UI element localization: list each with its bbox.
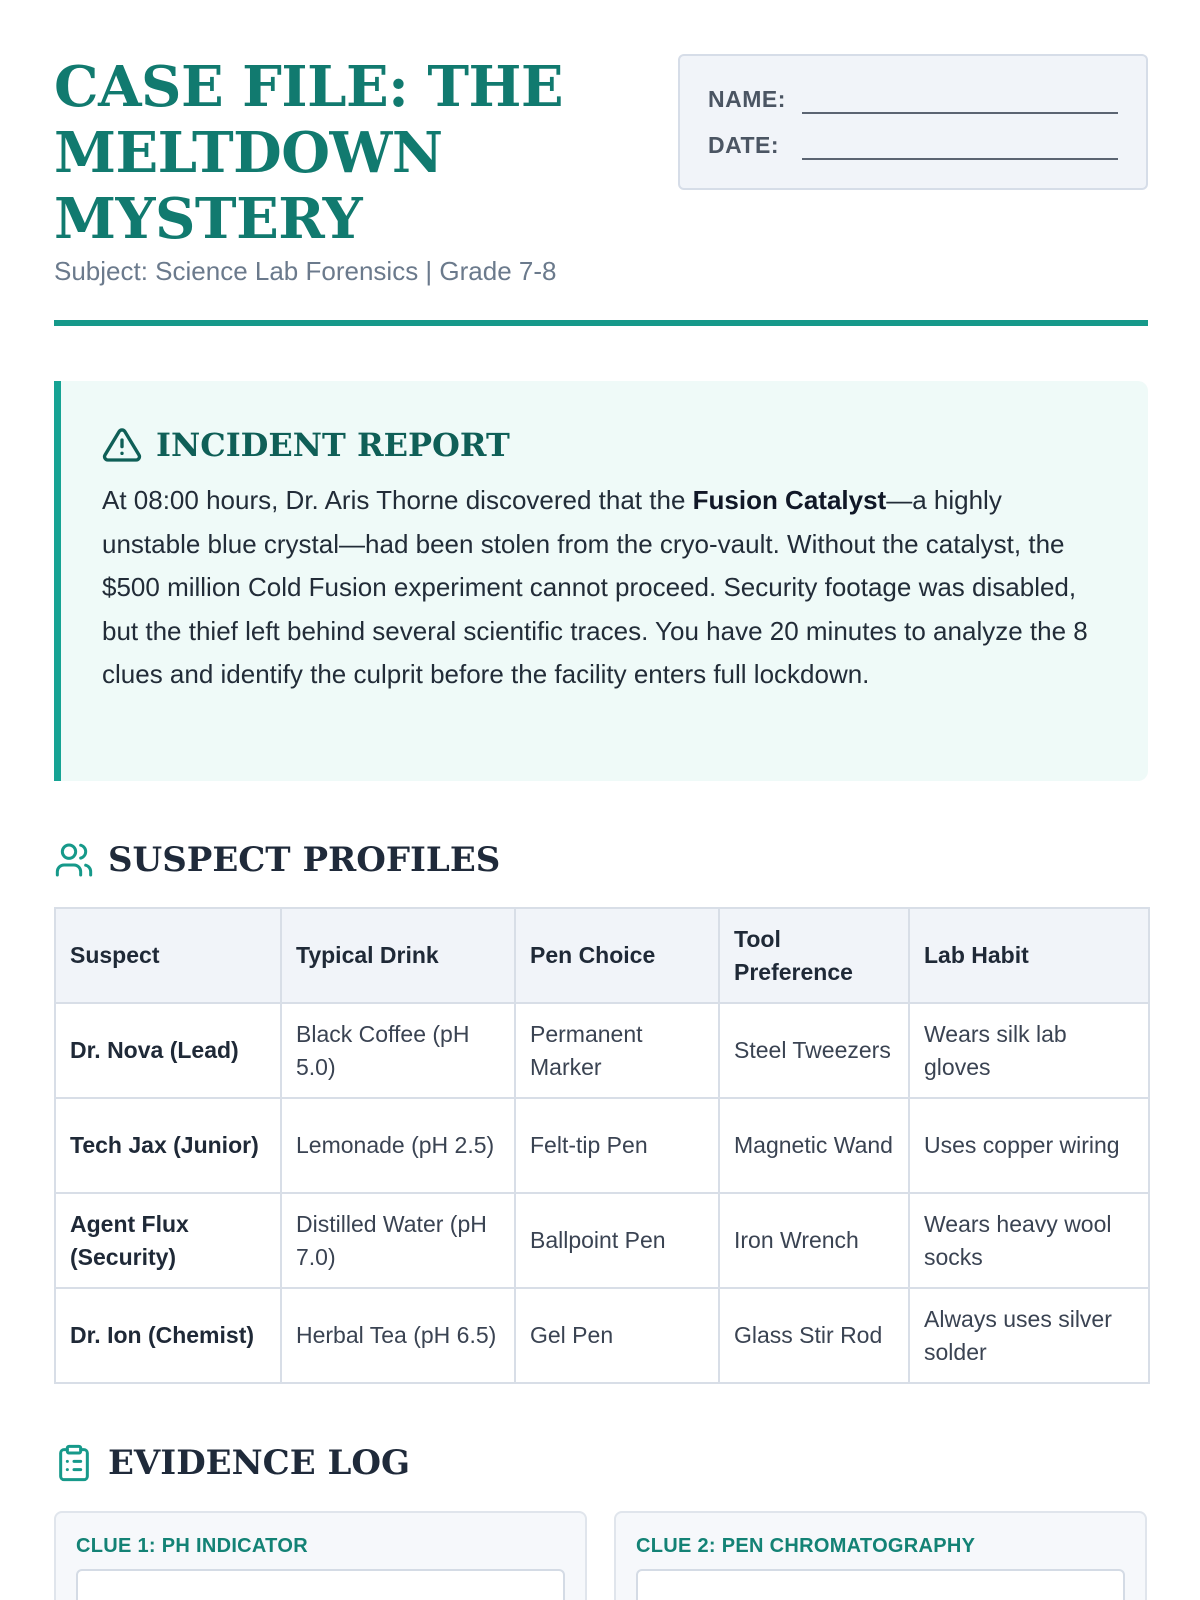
table-row [55, 1288, 1149, 1383]
table-cell: Steel Tweezers [719, 1003, 909, 1098]
clue-answer-box[interactable] [76, 1569, 565, 1600]
suspect-name: Agent Flux (Security) [55, 1193, 281, 1288]
incident-text-start: At 08:00 hours, Dr. Aris Thorne discovered that the [102, 485, 693, 515]
suspect-name: Dr. Ion (Chemist) [55, 1288, 281, 1383]
table-header-row [55, 908, 1149, 1003]
table-cell: Wears silk lab gloves [909, 1003, 1149, 1098]
table-cell: Herbal Tea (pH 6.5) [281, 1288, 515, 1383]
table-cell: Black Coffee (pH 5.0) [281, 1003, 515, 1098]
name-label: NAME: [708, 86, 786, 112]
name-date-card [678, 54, 1148, 190]
page-subtitle: Subject: Science Lab Forensics | Grade 7-8 [54, 256, 557, 286]
table-cell: Iron Wrench [719, 1193, 909, 1288]
clue-card-ph-indicator [54, 1511, 587, 1600]
clue-answer-box[interactable] [636, 1569, 1125, 1600]
table-cell: Uses copper wiring [909, 1098, 1149, 1193]
date-field[interactable] [708, 128, 1118, 168]
table-row [55, 1193, 1149, 1288]
clue-card-pen-chromatography [614, 1511, 1147, 1600]
header-divider [54, 320, 1148, 326]
incident-text-end: —a highly unstable blue crystal—had been stolen from the cryo-vault. Without the catalyst, the $500 million Cold Fusion experiment cannot proceed. Security footage was disabled, but the thief left behind several scientific traces. You have 20 minutes to analyze the 8 clues and identify the culprit before the facility enters full lockdown. [102, 485, 1088, 689]
table-cell: Magnetic Wand [719, 1098, 909, 1193]
suspect-name: Dr. Nova (Lead) [55, 1003, 281, 1098]
title-block [54, 54, 614, 287]
incident-text [102, 479, 1102, 697]
users-icon [54, 840, 94, 880]
suspect-name: Tech Jax (Junior) [55, 1098, 281, 1193]
suspect-table [54, 907, 1150, 1384]
table-cell: Gel Pen [515, 1288, 719, 1383]
date-label: DATE: [708, 132, 780, 158]
clue-label: CLUE 2: PEN CHROMATOGRAPHY [636, 1535, 976, 1557]
date-line[interactable] [802, 158, 1118, 160]
warning-triangle-icon [102, 425, 142, 465]
table-row [55, 1003, 1149, 1098]
column-header: Typical Drink [281, 908, 515, 1003]
table-cell: Glass Stir Rod [719, 1288, 909, 1383]
evidence-title: EVIDENCE LOG [108, 1443, 411, 1483]
incident-title: INCIDENT REPORT [156, 426, 510, 464]
table-cell: Always uses silver solder [909, 1288, 1149, 1383]
table-cell: Permanent Marker [515, 1003, 719, 1098]
table-cell: Distilled Water (pH 7.0) [281, 1193, 515, 1288]
incident-report [54, 381, 1148, 781]
name-field[interactable] [708, 82, 1118, 122]
table-cell: Felt-tip Pen [515, 1098, 719, 1193]
column-header: Lab Habit [909, 908, 1149, 1003]
incident-highlight: Fusion Catalyst [692, 485, 887, 515]
column-header: Suspect [55, 908, 281, 1003]
column-header: Tool Preference [719, 908, 909, 1003]
table-cell: Lemonade (pH 2.5) [281, 1098, 515, 1193]
table-cell: Ballpoint Pen [515, 1193, 719, 1288]
column-header: Pen Choice [515, 908, 719, 1003]
suspects-title: SUSPECT PROFILES [108, 840, 501, 880]
page-title: CASE FILE: THE MELTDOWN MYSTERY [54, 54, 564, 252]
clipboard-icon [54, 1443, 94, 1483]
table-cell: Wears heavy wool socks [909, 1193, 1149, 1288]
table-row [55, 1098, 1149, 1193]
name-line[interactable] [802, 112, 1118, 114]
clue-label: CLUE 1: PH INDICATOR [76, 1535, 308, 1557]
